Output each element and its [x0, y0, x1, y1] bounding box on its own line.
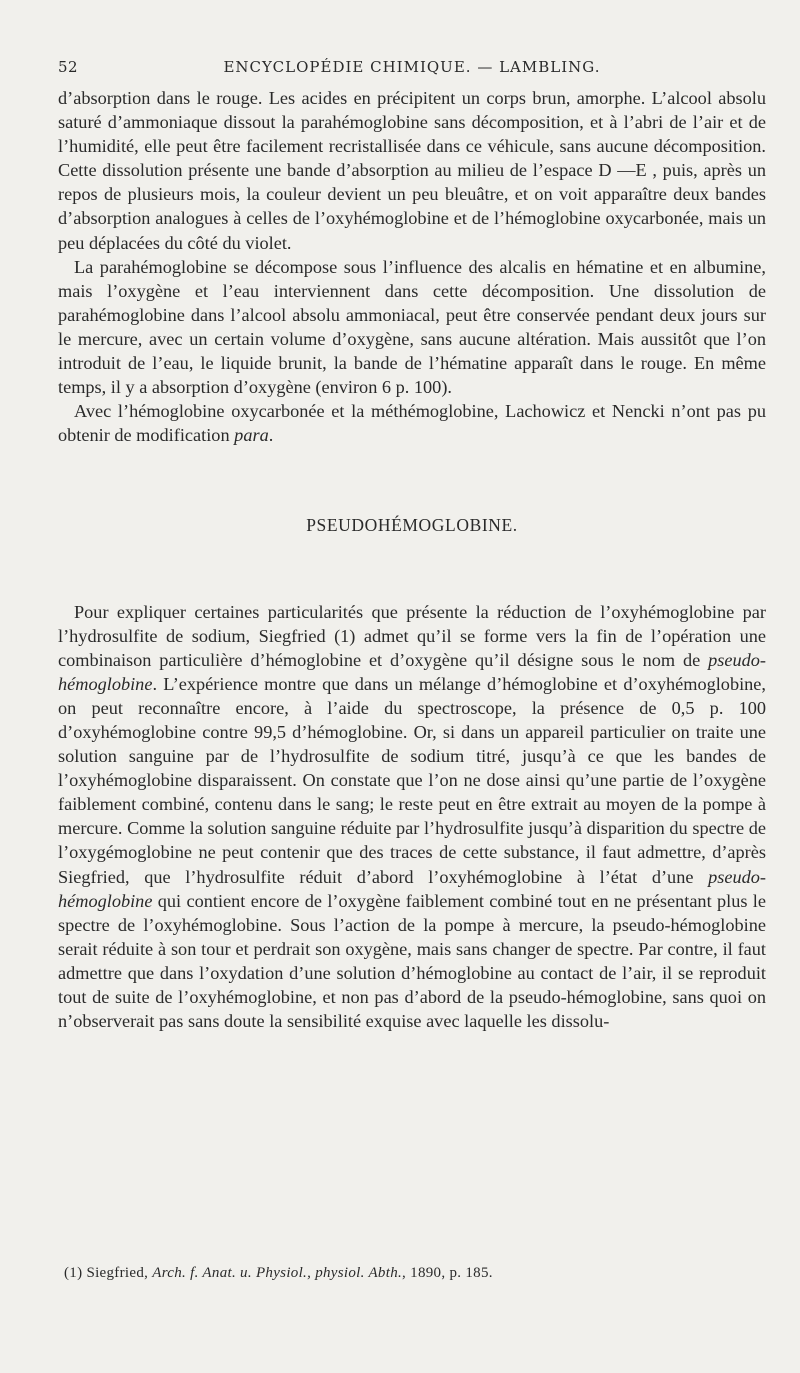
paragraph — [58, 600, 766, 1034]
page-number: 52 — [58, 58, 79, 76]
running-head: ENCYCLOPÉDIE CHIMIQUE. — LAMBLING. — [223, 58, 601, 76]
paragraph-end: . — [268, 425, 274, 446]
footnote — [64, 1265, 766, 1282]
italic-term: pseudo-hémoglobine — [58, 866, 766, 911]
page-header — [58, 52, 766, 86]
section-title: PSEUDOHÉMOGLOBINE. — [306, 515, 518, 536]
italic-term: pseudo-hémoglobine — [58, 649, 766, 694]
paragraph: d’absorption dans le rouge. Les acides en précipitent un corps brun, amorphe. L’alcool absolu saturé d’ammoniaque dissout la parahémoglobine sans décomposition, et à l’abri de l’air et de l’humidité, elle peut être facilement recristallisée dans ce véhicule, sans aucune décomposition. Cette dissolution présente une bande d’absorption au milieu de l’espace D —E , puis, après un repos de plusieurs mois, la couleur devient un peu bleuâtre, et on voit apparaître deux bandes d’absorption analogues à celles de l’oxyhémoglobine et de l’hémoglobine oxycarbonée, mais un peu déplacées du côté du violet. — [58, 88, 766, 253]
paragraph-text: Pour expliquer certaines particularités que présente la réduction de l’oxyhémoglobine par l’hydrosulfite de sodium, Siegfried (1) admet qu’il se forme vers la fin de l’opération une combinaison particulière d’hémoglobine et d’oxygène qu’il désigne sous le nom de — [58, 601, 766, 670]
italic-term: para — [234, 425, 269, 446]
paragraph-text: . L’expérience montre que dans un mélange d’hémoglobine et d’oxyhémoglobine, on peut reconnaître encore, à l’aide du spectroscope, la présence de 0,5 p. 100 d’oxyhémoglobine contre 99,5 d’hémoglobine. Or, si dans un appareil particulier on traite une solution sanguine par de l’hydrosulfite de sodium titré, jusqu’à ce que les bandes de l’oxyhémoglobine disparaissent. On constate que l’on ne dose ainsi qu’une partie de l’oxygène faiblement combiné, contenu dans le sang; le reste peut en être extrait au moyen de la pompe à mercure. Comme la solution sanguine réduite par l’hydrosulfite jusqu’à disparition du spectre de l’oxygémoglobine ne peut contenir que des traces de cette substance, il faut admettre, d’après Siegfried, que l’hydrosulfite réduit d’abord l’oxyhémoglobine à l’état d’une — [58, 673, 766, 887]
footnote-journal: Arch. f. Anat. u. Physiol., physiol. Abth. — [152, 1265, 403, 1281]
paragraph-text: Avec l’hémoglobine oxycarbonée et la méthémoglobine, Lachowicz et Nencki n’ont pas pu obtenir de modification — [58, 401, 766, 446]
body-text — [58, 86, 766, 1033]
paragraph: La parahémoglobine se décompose sous l’influence des alcalis en hématine et en albumine, mais l’oxygène et l’eau interviennent dans cette décomposition. Une dissolution de parahémoglobine dans l’alcool absolu ammoniacal, peut être conservée pendant deux jours sur le mercure, avec un certain volume d’oxygène, sans aucune altération. Mais aussitôt que l’on introduit de l’eau, le liquide brunit, la bande de l’hématine apparaît dans le rouge. En même temps, il y a absorption d’oxygène (environ 6 p. 100). — [58, 256, 766, 398]
footnote-lead: (1) Siegfried, — [64, 1265, 153, 1281]
paragraph-text: qui contient encore de l’oxygène faiblement combiné tout en ne présentant plus le spectre de l’oxyhémoglobine. Sous l’action de la pompe à mercure, la pseudo-hémoglobine serait réduite à son tour et perdrait son oxygène, mais sans changer de spectre. Par contre, il faut admettre que dans l’oxydation d’une solution d’hémoglobine au contact de l’air, il se reproduit tout de suite de l’oxyhémoglobine, et non pas d’abord de la pseudo-hémoglobine, sans quoi on n’observerait pas sans doute la sensibilité exquise avec laquelle les dissolu- — [58, 890, 766, 1032]
paragraph — [58, 399, 766, 447]
footnote-tail: , 1890, p. 185. — [402, 1265, 493, 1281]
